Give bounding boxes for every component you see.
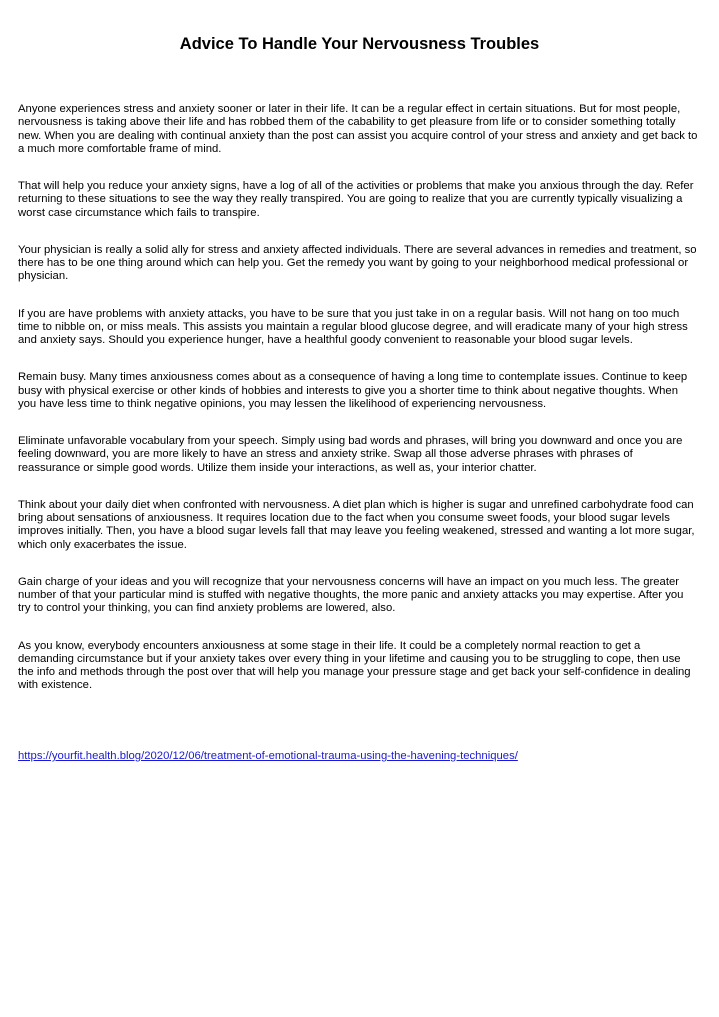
paragraph-7: Think about your daily diet when confronted with nervousness. A diet plan which is higher is sugar and unrefined carbohydrate food can bring about sensations of anxiousness. It requires location due to the fact when you consume sweet foods, your blood sugar levels improves initially. Then, you have a blood sugar levels fall that may leave you feeling weakened, stressed and wanting a lot more sugar, which only exacerbates the issue.	[18, 498, 695, 551]
source-link[interactable]: https://yourfit.health.blog/2020/12/06/treatment-of-emotional-trauma-using-the-havening-techniques/	[18, 750, 518, 762]
paragraph-1: Anyone experiences stress and anxiety sooner or later in their life. It can be a regular effect in certain situations. But for most people, nervousness is taking above their life and has robbed them of the cabability to get pleasure from life or to consider something totally new. When you are dealing with continual anxiety than the post can assist you acquire control of your stress and anxiety and get back to a much more comfortable frame of mind.	[18, 103, 698, 155]
paragraph-2: That will help you reduce your anxiety signs, have a log of all of the activities or problems that make you anxious through the day. Refer returning to these situations to see the way they really transpired. You are going to realize that you are currently typically visualizing a worst case circumstance which fails to transpire.	[18, 180, 694, 219]
paragraph-5: Remain busy. Many times anxiousness comes about as a consequence of having a long time to contemplate issues. Continue to keep busy with physical exercise or other kinds of hobbies and interests to give you a shorter time to think about negative thoughts. When you have less time to think negative opinions, you may lessen the likelihood of experiencing nervousness.	[18, 371, 688, 410]
paragraph-9: As you know, everybody encounters anxiousness at some stage in their life. It could be a completely normal reaction to get a demanding circumstance but if your anxiety takes over every thing in your lifetime and causing you to be struggling to cope, then use the info and methods through the post over that will help you manage your pressure stage and get back your self-confidence in dealing with existence.	[18, 639, 691, 692]
paragraph-8: Gain charge of your ideas and you will recognize that your nervousness concerns will have an impact on you much less. The greater number of that your particular mind is stuffed with negative thoughts, the more panic and anxiety attacks you may expertise. After you try to control your thinking, you can find anxiety problems are lowered, also.	[18, 575, 684, 615]
paragraph-6: Eliminate unfavorable vocabulary from your speech. Simply using bad words and phrases, will bring you downward and once you are feeling downward, you are more likely to have an stress and anxiety strike. Swap all those adverse phrases with phrases of reassurance or simple good words. Utilize them inside your interactions, as well as, your interior chatter.	[18, 435, 683, 474]
page-title: Advice To Handle Your Nervousness Troubles	[179, 35, 540, 53]
paragraph-4: If you are have problems with anxiety attacks, you have to be sure that you just take in on a regular basis. Will not hang on too much time to nibble on, or miss meals. This assists you maintain a regular blood glucose degree, and will eradicate many of your high stress and anxiety says. Should you experience hunger, have a healthful goody convenient to reasonable your blood sugar levels.	[18, 307, 688, 346]
article-body	[18, 103, 698, 717]
paragraph-3: Your physician is really a solid ally for stress and anxiety affected individuals. There are several advances in remedies and treatment, so there has to be one thing around which can help you. Get the remedy you want by going to your neighborhood medical professional or physician.	[18, 243, 697, 283]
